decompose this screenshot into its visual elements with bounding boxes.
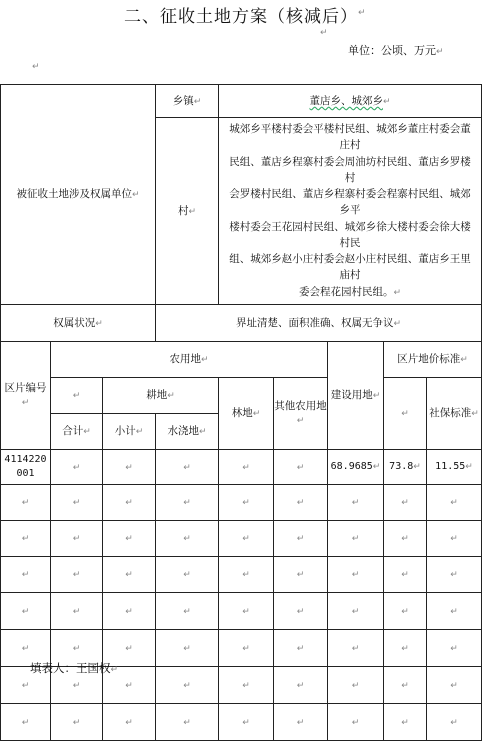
village-line: 民组、董店乡程寨村委会周油坊村民组、董店乡罗楼村 xyxy=(229,155,471,184)
table-row xyxy=(1,484,482,520)
empty-cell xyxy=(103,556,156,592)
township-row xyxy=(1,85,482,118)
empty-cell xyxy=(384,520,427,556)
paragraph-mark: ↵ xyxy=(183,680,191,691)
empty-cell: ↵ xyxy=(103,449,156,484)
empty-cell: ↵ xyxy=(51,449,103,484)
paragraph-mark: ↵ xyxy=(72,680,81,691)
village-list xyxy=(219,118,482,305)
empty-cell xyxy=(274,556,328,592)
irrigated-header: 水浇地↵ xyxy=(156,413,219,449)
empty-cell xyxy=(384,666,427,703)
empty-cell xyxy=(328,592,384,629)
empty-cell xyxy=(427,592,482,629)
paragraph-mark: ↵ xyxy=(351,498,360,508)
village-header: 村↵ xyxy=(156,118,219,305)
paragraph-mark: ↵ xyxy=(183,534,191,544)
table-row xyxy=(1,703,482,740)
cultivated-header: 耕地↵ xyxy=(103,377,219,413)
header-row-2 xyxy=(1,377,482,413)
paragraph-mark: ↵ xyxy=(242,534,250,544)
paragraph-mark: ↵ xyxy=(351,534,360,544)
village-line: 会罗楼村民组、董店乡程寨村委会程寨村民组、城郊乡平 xyxy=(229,188,471,217)
empty-cell xyxy=(328,703,384,740)
paragraph-mark: ↵ xyxy=(72,498,81,508)
paragraph-mark: ↵ xyxy=(183,498,191,508)
empty-cell xyxy=(103,520,156,556)
empty-cell: ↵ xyxy=(156,449,219,484)
paragraph-mark: ↵ xyxy=(296,680,305,691)
land-acquisition-table xyxy=(0,84,482,741)
table-row xyxy=(1,449,482,484)
paragraph-mark: ↵ xyxy=(242,680,250,691)
price-cell: 73.8↵ xyxy=(384,449,427,484)
ownership-row xyxy=(1,304,482,341)
paragraph-mark: ↵ xyxy=(125,717,133,728)
empty-cell xyxy=(274,592,328,629)
unit-label xyxy=(348,42,444,58)
paragraph-mark: ↵ xyxy=(450,498,458,508)
paragraph-mark: ↵ xyxy=(125,534,133,544)
paragraph-mark: ↵ xyxy=(401,717,409,728)
empty-cell xyxy=(103,592,156,629)
paragraph-mark: ↵ xyxy=(125,570,133,580)
empty-cell xyxy=(51,703,103,740)
empty-cell xyxy=(156,484,219,520)
paragraph-mark: ↵ xyxy=(183,643,191,654)
paragraph-mark: ↵ xyxy=(358,8,366,18)
empty-cell xyxy=(328,629,384,666)
paragraph-mark: ↵ xyxy=(296,498,305,508)
paragraph-mark: ↵ xyxy=(110,665,119,675)
paragraph-mark: ↵ xyxy=(32,62,40,72)
empty-cell xyxy=(219,484,274,520)
paragraph-mark: ↵ xyxy=(72,717,81,728)
construction-header: 建设用地↵ xyxy=(328,341,384,449)
empty-cell xyxy=(219,703,274,740)
empty-cell xyxy=(427,629,482,666)
paragraph-mark: ↵ xyxy=(351,570,360,580)
paragraph-mark: ↵ xyxy=(21,534,30,544)
empty-cell xyxy=(51,484,103,520)
empty-cell: ↵ xyxy=(219,449,274,484)
empty-cell xyxy=(328,666,384,703)
paragraph-mark: ↵ xyxy=(296,717,305,728)
price-standard-header: 区片地价标准↵ xyxy=(384,341,482,377)
paragraph-mark: ↵ xyxy=(450,717,458,728)
paragraph-mark: ↵ xyxy=(401,498,409,508)
empty-cell xyxy=(328,484,384,520)
paragraph-mark: ↵ xyxy=(21,717,30,728)
empty-cell xyxy=(156,520,219,556)
village-line: 委会程花园村民组。↵ xyxy=(298,285,402,298)
empty-cell xyxy=(328,520,384,556)
paragraph-mark: ↵ xyxy=(183,570,191,580)
empty-cell xyxy=(427,520,482,556)
empty-cell xyxy=(219,556,274,592)
paragraph-mark: ↵ xyxy=(183,717,191,728)
paragraph-mark: ↵ xyxy=(242,606,250,617)
paragraph-mark: ↵ xyxy=(401,534,409,544)
paragraph-mark: ↵ xyxy=(125,643,133,654)
paragraph-mark: ↵ xyxy=(401,680,409,691)
empty-cell xyxy=(427,703,482,740)
table-row xyxy=(1,556,482,592)
empty-cell xyxy=(274,520,328,556)
empty-cell xyxy=(427,666,482,703)
empty-cell xyxy=(1,484,51,520)
township-value: 董店乡、城郊乡↵ xyxy=(219,85,482,118)
empty-cell xyxy=(1,592,51,629)
empty-cell xyxy=(156,703,219,740)
village-line: 楼村委会王花园村民组、城郊乡徐大楼村委会徐大楼村民 xyxy=(229,220,471,249)
empty-cell xyxy=(1,556,51,592)
paragraph-mark: ↵ xyxy=(296,606,305,617)
empty-cell xyxy=(156,629,219,666)
empty-cell xyxy=(219,520,274,556)
paragraph-mark: ↵ xyxy=(351,643,360,654)
subtotal-header: 小计↵ xyxy=(103,413,156,449)
involved-units-header: 被征收土地涉及权属单位↵ xyxy=(1,85,156,305)
paragraph-mark: ↵ xyxy=(72,606,81,617)
paragraph-mark: ↵ xyxy=(436,47,444,57)
forest-header: 林地↵ xyxy=(219,377,274,449)
parcel-no-cell: 4114220001 xyxy=(1,449,51,484)
paragraph-mark: ↵ xyxy=(351,606,360,617)
empty-cell xyxy=(427,484,482,520)
empty-cell xyxy=(51,520,103,556)
empty-cell: ↵ xyxy=(274,449,328,484)
paragraph-mark: ↵ xyxy=(242,717,250,728)
paragraph-mark: ↵ xyxy=(450,534,458,544)
ownership-value: 界址清楚、面积准确、权属无争议↵ xyxy=(156,304,482,341)
paragraph-mark: ↵ xyxy=(125,606,133,617)
paragraph-mark: ↵ xyxy=(401,606,409,617)
paragraph-mark: ↵ xyxy=(125,680,133,691)
page-title: 二、征收土地方案（核减后） xyxy=(124,7,358,27)
empty-cell xyxy=(384,592,427,629)
blank-rows xyxy=(1,484,482,740)
empty-cell xyxy=(328,556,384,592)
empty-cell: ↵ xyxy=(51,377,103,413)
table-row xyxy=(1,592,482,629)
paragraph-mark: ↵ xyxy=(242,643,250,654)
paragraph-mark: ↵ xyxy=(72,570,81,580)
paragraph-mark: ↵ xyxy=(450,643,458,654)
empty-cell xyxy=(51,592,103,629)
empty-cell xyxy=(156,556,219,592)
paragraph-mark: ↵ xyxy=(450,606,458,617)
empty-cell xyxy=(274,666,328,703)
empty-cell xyxy=(384,703,427,740)
empty-cell xyxy=(219,666,274,703)
parcel-no-header: 区片编号↵ xyxy=(1,341,51,449)
paragraph-mark: ↵ xyxy=(21,680,30,691)
paragraph-mark: ↵ xyxy=(296,534,305,544)
filler-label: 填表人：王国权 xyxy=(30,661,111,675)
farmland-header: 农用地↵ xyxy=(51,341,328,377)
empty-cell: ↵ xyxy=(384,377,427,449)
paragraph-mark: ↵ xyxy=(242,498,250,508)
paragraph-mark: ↵ xyxy=(242,570,250,580)
paragraph-mark: ↵ xyxy=(72,643,81,654)
other-ag-header: 其他农用地↵ xyxy=(274,377,328,449)
empty-cell xyxy=(156,666,219,703)
paragraph-mark: ↵ xyxy=(21,498,30,508)
table-row xyxy=(1,520,482,556)
township-header: 乡镇↵ xyxy=(156,85,219,118)
empty-cell xyxy=(384,484,427,520)
paragraph-mark: ↵ xyxy=(450,570,458,580)
empty-cell xyxy=(103,484,156,520)
empty-cell xyxy=(156,592,219,629)
empty-cell xyxy=(1,520,51,556)
empty-cell xyxy=(384,629,427,666)
paragraph-mark: ↵ xyxy=(21,570,30,580)
paragraph-mark: ↵ xyxy=(401,570,409,580)
empty-cell xyxy=(1,703,51,740)
unit-text: 单位：公顷、万元 xyxy=(348,44,436,57)
paragraph-mark: ↵ xyxy=(296,643,305,654)
social-security-cell: 11.55↵ xyxy=(427,449,482,484)
paragraph-mark: ↵ xyxy=(320,28,328,38)
header-row-1 xyxy=(1,341,482,377)
ownership-header: 权属状况↵ xyxy=(1,304,156,341)
paragraph-mark: ↵ xyxy=(351,717,360,728)
social-security-header: 社保标准↵ xyxy=(427,377,482,449)
construction-cell: 68.9685↵ xyxy=(328,449,384,484)
empty-cell xyxy=(51,556,103,592)
paragraph-mark: ↵ xyxy=(21,606,30,617)
village-line: 组、城郊乡赵小庄村委会赵小庄村民组、董店乡王里庙村 xyxy=(229,253,471,282)
empty-cell xyxy=(274,629,328,666)
paragraph-mark: ↵ xyxy=(21,643,30,654)
total-header: 合计↵ xyxy=(51,413,103,449)
paragraph-mark: ↵ xyxy=(450,680,458,691)
village-line: 城郊乡平楼村委会平楼村民组、城郊乡董庄村委会董庄村 xyxy=(229,123,471,152)
paragraph-mark: ↵ xyxy=(72,534,81,544)
empty-cell xyxy=(219,592,274,629)
paragraph-mark: ↵ xyxy=(296,570,305,580)
filler-line xyxy=(30,660,118,676)
empty-cell xyxy=(384,556,427,592)
paragraph-mark: ↵ xyxy=(351,680,360,691)
empty-cell xyxy=(274,703,328,740)
empty-cell xyxy=(219,629,274,666)
empty-cell xyxy=(274,484,328,520)
empty-cell xyxy=(103,703,156,740)
paragraph-mark: ↵ xyxy=(401,643,409,654)
paragraph-mark: ↵ xyxy=(125,498,133,508)
paragraph-mark: ↵ xyxy=(183,606,191,617)
empty-cell xyxy=(427,556,482,592)
